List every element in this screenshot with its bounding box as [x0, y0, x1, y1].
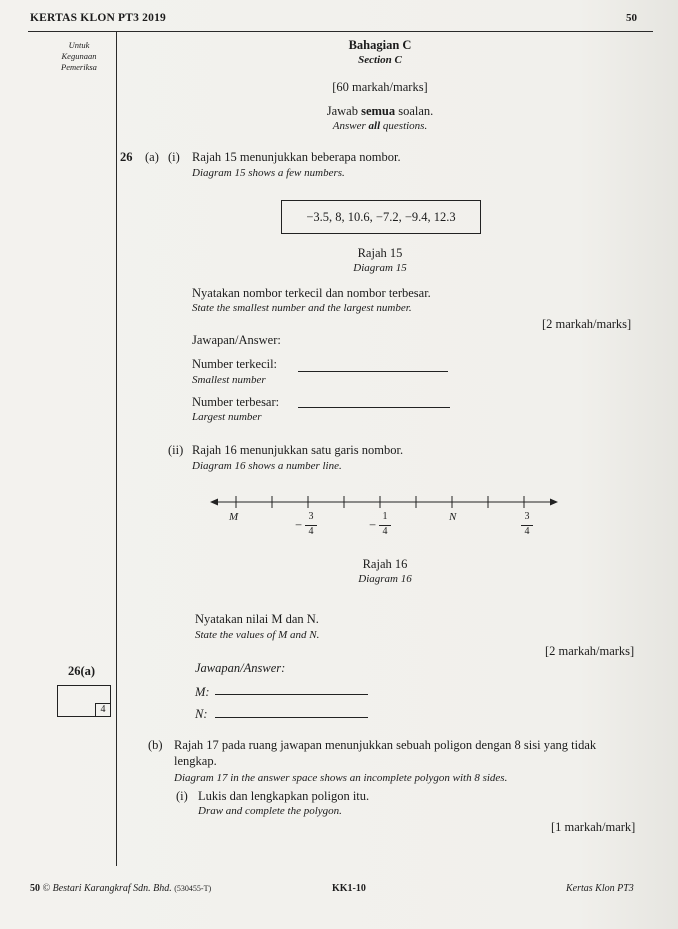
- numbers-box: [281, 200, 481, 234]
- fraction-2-numerator: 1: [382, 511, 388, 522]
- score-label: 26(a): [68, 664, 96, 678]
- instruction-en-pre: Answer: [332, 120, 369, 132]
- fraction-1-numerator: 3: [308, 511, 314, 522]
- marks-a-ii: [2 markah/marks]: [545, 644, 635, 658]
- examiner-note-line3: Pemeriksa: [61, 62, 97, 72]
- part-b-task-ms: Lukis dan lengkapkan poligon itu.: [198, 789, 370, 803]
- answer-N-label: N:: [195, 707, 208, 721]
- part-b-label: (b): [148, 738, 163, 752]
- examiner-note-line1: Untuk: [68, 40, 90, 50]
- part-b-stem-en: Diagram 17 in the answer space shows an incomplete polygon with 8 sides.: [174, 772, 508, 784]
- part-b-stem-ms-line1: Rajah 17 pada ruang jawapan menunjukkan sebuah poligon dengan 8 sisi yang tidak: [174, 738, 597, 752]
- task-ms: Nyatakan nombor terkecil dan nombor terbesar.: [192, 286, 431, 300]
- question-ii-stem-ms: Rajah 16 menunjukkan satu garis nombor.: [192, 443, 404, 457]
- answer-M-label: M:: [195, 685, 210, 699]
- label-N: N: [449, 511, 457, 523]
- question-stem-en: Diagram 15 shows a few numbers.: [192, 167, 345, 179]
- fraction-1-denominator: 4: [308, 526, 314, 537]
- left-arrow-icon: [210, 499, 218, 506]
- answer-N-line[interactable]: [215, 717, 368, 718]
- instruction-en-bold: all: [368, 120, 381, 132]
- smallest-label-ms: Number terkecil:: [192, 357, 278, 371]
- sub-ii-label: (ii): [168, 443, 184, 457]
- examiner-note-line2: Kegunaan: [61, 51, 97, 61]
- fraction-3-numerator: 3: [524, 511, 530, 522]
- sub-i-label: (i): [168, 150, 180, 164]
- part-b-task-en: Draw and complete the polygon.: [198, 805, 342, 817]
- section-title-ms: Bahagian C: [348, 38, 412, 52]
- figure-16-label-ms: Rajah 16: [362, 557, 408, 571]
- instruction-en: [280, 120, 480, 132]
- instruction-en-post: questions.: [380, 120, 428, 132]
- section-marks: [60 markah/marks]: [332, 80, 428, 94]
- footer-publisher: © Bestari Karangkraf Sdn. Bhd.: [42, 883, 172, 894]
- question-stem-ms: Rajah 15 menunjukkan beberapa nombor.: [192, 150, 401, 164]
- fraction-2-denominator: 4: [382, 526, 388, 537]
- margin-rule: [116, 31, 117, 866]
- answer-label: Jawapan/Answer:: [192, 333, 281, 347]
- largest-label-en: Largest number: [192, 411, 262, 423]
- marks-b-i: [1 markah/mark]: [551, 820, 636, 834]
- section-title-en: Section C: [358, 54, 402, 66]
- part-b-stem-ms-line2: lengkap.: [174, 754, 217, 768]
- smallest-label-en: Smallest number: [192, 374, 266, 386]
- header-title: KERTAS KLON PT3 2019: [30, 12, 166, 24]
- answer-M-line[interactable]: [215, 694, 368, 695]
- label-M: M: [229, 511, 239, 523]
- right-arrow-icon: [550, 499, 558, 506]
- part-a-label: (a): [145, 150, 159, 164]
- footer-registration: (530455-T): [174, 884, 212, 893]
- smallest-answer-line[interactable]: [298, 371, 448, 372]
- largest-answer-line[interactable]: [298, 407, 450, 408]
- figure-15-label-en: Diagram 15: [353, 262, 407, 274]
- footer-page-number: 50: [30, 883, 40, 894]
- numbers-list: −3.5, 8, 10.6, −7.2, −9.4, 12.3: [306, 210, 456, 224]
- score-max-marks: 4: [95, 703, 110, 716]
- instruction-ms: [280, 104, 480, 119]
- fraction-3-denominator: 4: [524, 526, 530, 537]
- page-number: 50: [626, 12, 637, 24]
- fraction-2-sign: −: [369, 518, 377, 532]
- footer-right: Kertas Klon PT3: [566, 883, 634, 894]
- footer-code: KK1-10: [332, 883, 366, 894]
- marks-a-i: [2 markah/marks]: [542, 317, 632, 331]
- fraction-1-sign: −: [295, 518, 303, 532]
- part-b-sub-i-label: (i): [176, 789, 188, 803]
- figure-15-label-ms: Rajah 15: [357, 246, 403, 260]
- footer-left: [30, 883, 211, 894]
- instruction-ms-pre: Jawab: [326, 104, 362, 118]
- task-en: State the smallest number and the largest number.: [192, 302, 412, 314]
- score-box[interactable]: [57, 685, 111, 717]
- task-ii-en: State the values of M and N.: [195, 629, 320, 641]
- answer-ii-label: Jawapan/Answer:: [195, 661, 286, 675]
- instruction-ms-post: soalan.: [395, 104, 434, 118]
- task-ii-ms: Nyatakan nilai M dan N.: [195, 612, 319, 626]
- question-ii-stem-en: Diagram 16 shows a number line.: [192, 460, 342, 472]
- question-number: 26: [120, 150, 133, 164]
- instruction-ms-bold: semua: [361, 104, 396, 118]
- examiner-use-note: [50, 40, 108, 73]
- header-rule: [28, 31, 653, 32]
- figure-16-label-en: Diagram 16: [358, 573, 412, 585]
- largest-label-ms: Number terbesar:: [192, 395, 280, 409]
